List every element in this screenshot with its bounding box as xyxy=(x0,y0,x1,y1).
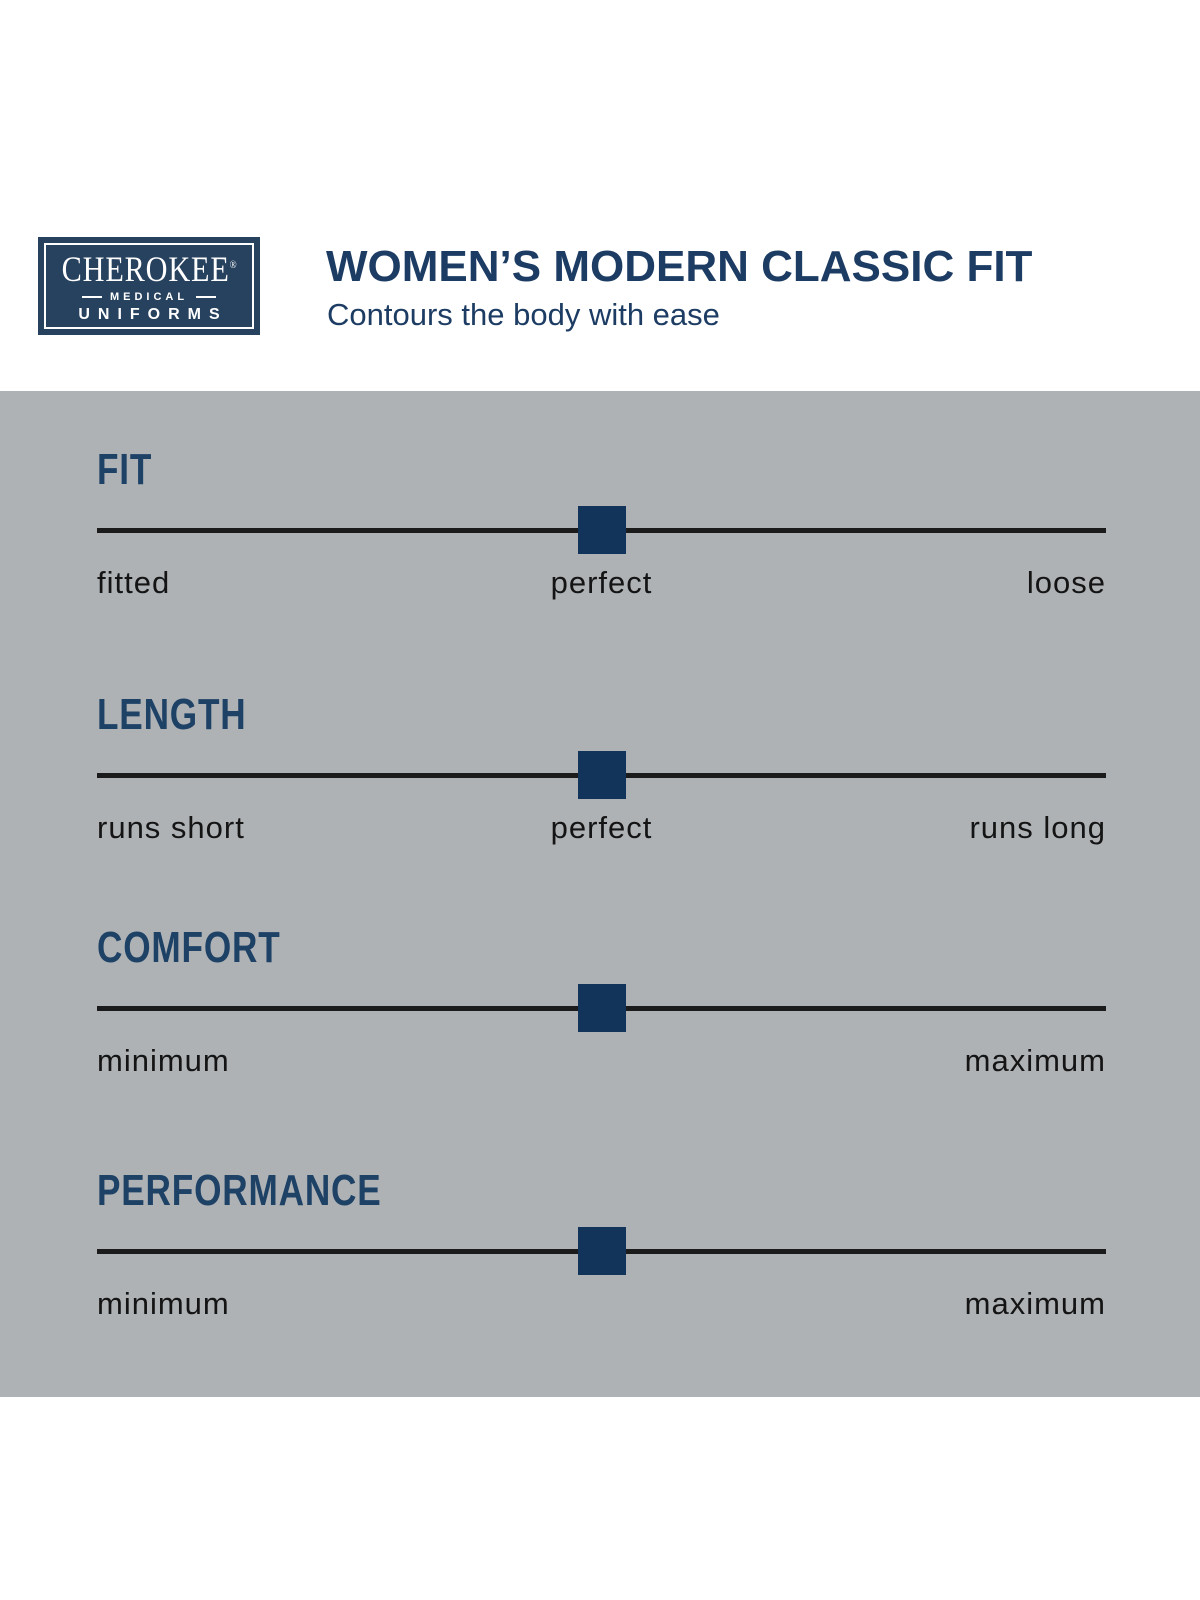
comfort-right-label: maximum xyxy=(964,1043,1106,1078)
section-performance xyxy=(97,1166,1106,1379)
length-left-label: runs short xyxy=(97,810,245,845)
section-fit xyxy=(97,445,1106,658)
length-right-label: runs long xyxy=(969,810,1106,845)
length-scale-labels xyxy=(97,811,1106,851)
length-slider-handle xyxy=(578,751,626,799)
section-comfort xyxy=(97,923,1106,1136)
performance-heading: PERFORMANCE xyxy=(97,1166,382,1215)
logo-brand-name xyxy=(61,248,237,289)
comfort-slider-handle xyxy=(578,984,626,1032)
performance-slider-handle xyxy=(578,1227,626,1275)
comfort-left-label: minimum xyxy=(97,1043,230,1078)
logo-brand-text: CHEROKEE xyxy=(61,248,230,289)
fit-scales-panel xyxy=(0,391,1200,1397)
cherokee-logo xyxy=(38,237,260,335)
registered-trademark-symbol: ® xyxy=(229,258,237,271)
performance-left-label: minimum xyxy=(97,1286,230,1321)
performance-slider-track xyxy=(97,1227,1106,1275)
logo-product-line-text: UNIFORMS xyxy=(78,305,228,323)
fit-slider-track xyxy=(97,506,1106,554)
logo-division-text: MEDICAL xyxy=(109,290,189,303)
comfort-heading: COMFORT xyxy=(97,923,281,972)
fit-scale-labels xyxy=(97,566,1106,606)
length-center-label: perfect xyxy=(550,810,653,845)
performance-right-label: maximum xyxy=(964,1286,1106,1321)
length-slider-track xyxy=(97,751,1106,799)
left-rule-dash xyxy=(82,296,102,298)
logo-division-row xyxy=(82,291,216,303)
performance-scale-labels xyxy=(97,1287,1106,1327)
comfort-slider-track xyxy=(97,984,1106,1032)
fit-heading: FIT xyxy=(97,445,153,494)
fit-slider-handle xyxy=(578,506,626,554)
section-length xyxy=(97,690,1106,903)
page-subtitle: Contours the body with ease xyxy=(327,297,720,332)
logo-frame xyxy=(44,243,254,329)
fit-left-label: fitted xyxy=(97,565,171,600)
length-heading: LENGTH xyxy=(97,690,247,739)
right-rule-dash xyxy=(196,296,216,298)
page-title: WOMEN’S MODERN CLASSIC FIT xyxy=(326,242,1033,291)
fit-right-label: loose xyxy=(1026,565,1106,600)
fit-center-label: perfect xyxy=(550,565,653,600)
comfort-scale-labels xyxy=(97,1044,1106,1084)
